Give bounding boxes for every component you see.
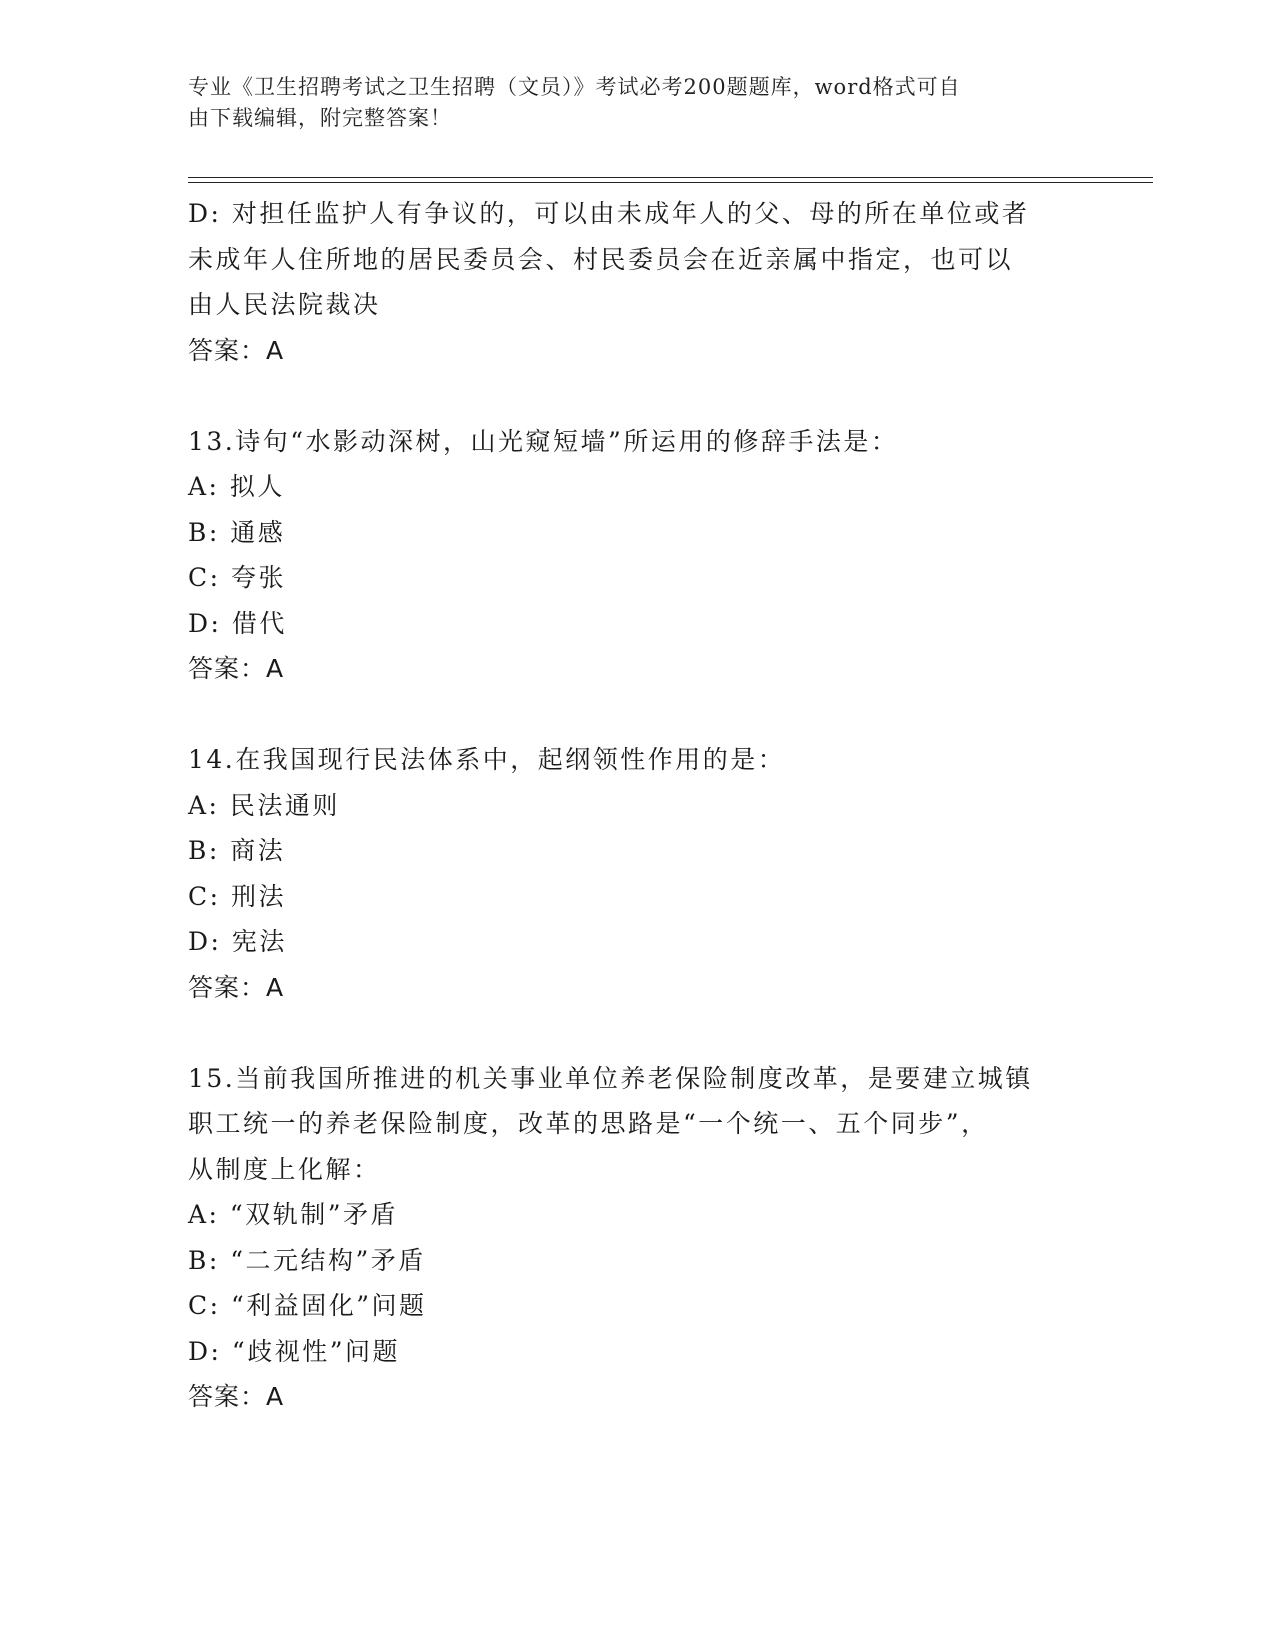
option-c: C: 夸张: [188, 563, 286, 592]
spacer: [188, 1010, 1088, 1056]
option-a: A: 拟人: [188, 472, 285, 501]
question-13: [188, 419, 1088, 692]
prev-question: [188, 191, 1088, 373]
question-stem-line-1: 15.当前我国所推进的机关事业单位养老保险制度改革，是要建立城镇: [188, 1063, 1033, 1093]
question-15: [188, 1056, 1088, 1420]
option-a: A: 民法通则: [188, 790, 340, 820]
option-d: D: 借代: [188, 608, 287, 638]
option-a: A: “双轨制”矛盾: [188, 1200, 398, 1229]
option-c: C: 刑法: [188, 881, 286, 911]
option-b: B: 商法: [188, 836, 286, 865]
question-stem-line-3: 从制度上化解：: [188, 1154, 381, 1184]
option-b: B: 通感: [188, 517, 286, 547]
option-d-line-1: D: 对担任监护人有争议的，可以由未成年人的父、母的所在单位或者: [188, 199, 1030, 228]
question-content: [188, 191, 1088, 1420]
question-14: [188, 737, 1088, 1010]
question-stem: 13.诗句“水影动深树，山光窥短墙”所运用的修辞手法是：: [188, 426, 899, 456]
question-stem-line-2: 职工统一的养老保险制度，改革的思路是“一个统一、五个同步”，: [188, 1109, 989, 1138]
question-stem: 14.在我国现行民法体系中，起纲领性作用的是：: [188, 745, 786, 774]
answer: 答案：A: [188, 1382, 285, 1411]
header-note: [188, 72, 1068, 134]
header-rule-bottom: [188, 182, 1153, 183]
answer: 答案：A: [188, 972, 285, 1002]
option-b: B: “二元结构”矛盾: [188, 1245, 426, 1275]
option-d: D: “歧视性”问题: [188, 1336, 400, 1366]
answer: 答案：A: [188, 335, 285, 365]
spacer: [188, 373, 1088, 419]
option-d-line-3: 由人民法院裁决: [188, 290, 381, 319]
answer: 答案：A: [188, 654, 285, 683]
option-d: D: 宪法: [188, 927, 287, 956]
header-rule-top: [188, 177, 1153, 178]
header-line-2: 由下载编辑，附完整答案！: [188, 106, 452, 130]
option-c: C: “利益固化”问题: [188, 1291, 427, 1320]
header-line-1: 专业《卫生招聘考试之卫生招聘（文员）》考试必考200题题库，word格式可自: [188, 75, 961, 99]
spacer: [188, 692, 1088, 738]
option-d-line-2: 未成年人住所地的居民委员会、村民委员会在近亲属中指定，也可以: [188, 244, 1014, 274]
